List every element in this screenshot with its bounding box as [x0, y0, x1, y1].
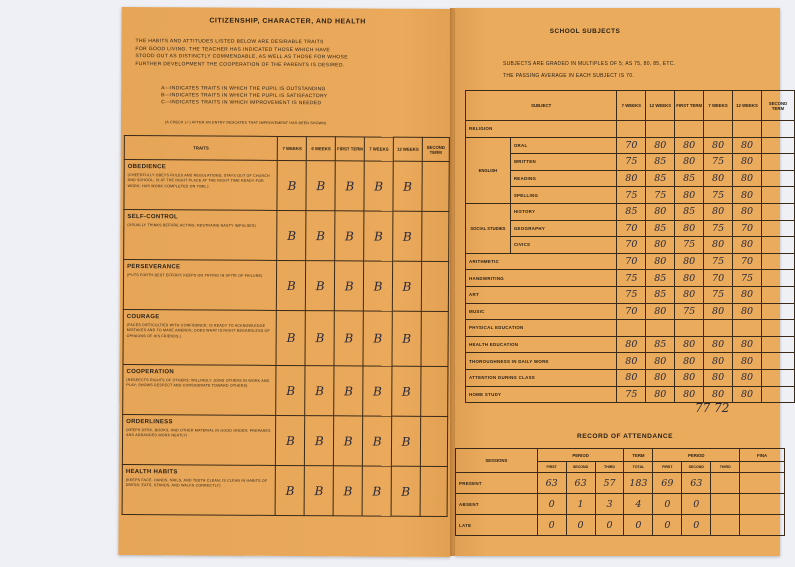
right-page [455, 8, 788, 556]
subject-grade: 70 [704, 270, 733, 287]
attendance-value: 0 [537, 494, 566, 515]
subject-grade: 70 [733, 220, 762, 237]
subject-grade [646, 121, 675, 138]
attendance-value [711, 473, 740, 494]
subject-row [466, 203, 795, 220]
attendance-value: 0 [566, 515, 595, 536]
subject-grade: 80 [675, 336, 704, 353]
subject-grade: 85 [646, 270, 675, 287]
attendance-value [740, 494, 785, 515]
trait-mark: B [392, 366, 421, 416]
subject-grade: 80 [675, 137, 704, 154]
intro-line: STOOD OUT AS DISTINCTLY COMMENDABLE, AS WELL AS THOSE FOR WHOSE [135, 53, 348, 61]
col-header: 12 WEEKS [646, 91, 675, 121]
subject-grade [675, 121, 704, 138]
attendance-value: 63 [566, 473, 595, 494]
attendance-subheader: TOTAL [624, 462, 653, 473]
subject-grade: 80 [675, 154, 704, 171]
subject-grade [761, 203, 794, 220]
subject-grade [761, 187, 794, 204]
intro-line: THE HABITS AND ATTITUDES LISTED BELOW ARE DESIRABLE TRAITS [135, 38, 324, 46]
subject-grade [761, 253, 794, 270]
subject-group: ENGLISH [466, 137, 511, 203]
subject-grade: 80 [733, 137, 762, 154]
subject-grade: 80 [646, 237, 675, 254]
subject-grade: 75 [617, 270, 646, 287]
subject-grade: 75 [617, 386, 646, 403]
subject-grade: 80 [646, 353, 675, 370]
subject-name: CIVICS [510, 237, 617, 254]
trait-mark: B [391, 416, 420, 466]
col-header: 12 WEEKS [393, 137, 422, 161]
attendance-value [711, 494, 740, 515]
trait-mark: B [363, 311, 392, 366]
attendance-value: 3 [595, 494, 624, 515]
subject-grade: 80 [704, 170, 733, 187]
trait-mark: B [333, 466, 362, 516]
subject-grade: 80 [675, 187, 704, 204]
attendance-label: LATE [456, 515, 538, 536]
subject-grade: 75 [704, 220, 733, 237]
subject-row [466, 303, 795, 320]
subject-grade: 75 [704, 187, 733, 204]
col-header: SECOND TERM [422, 137, 449, 161]
trait-mark: B [277, 160, 306, 210]
period-header: PERIOD [537, 449, 624, 462]
subject-grade: 75 [704, 286, 733, 303]
subject-grade: 70 [617, 237, 646, 254]
trait-mark: B [277, 260, 306, 310]
subject-grade [761, 270, 794, 287]
subject-grade: 85 [646, 220, 675, 237]
subject-grade: 80 [733, 303, 762, 320]
attendance-row [456, 494, 785, 515]
subject-grade [761, 320, 794, 337]
trait-mark: B [393, 161, 422, 211]
attendance-value [740, 515, 785, 536]
intro-line: FOR GOOD LIVING. THE TEACHER HAS INDICATED THOSE WHICH HAVE [135, 45, 331, 53]
attendance-subheader: SECOND [682, 462, 711, 473]
trait-mark: B [276, 365, 305, 415]
subject-grade [733, 320, 762, 337]
trait-cell [123, 310, 277, 366]
subject-grade: 85 [617, 203, 646, 220]
sessions-header: SESSIONS [456, 449, 538, 473]
subject-grade: 70 [617, 303, 646, 320]
subject-grade: 75 [704, 154, 733, 171]
subject-name: GEOGRAPHY [510, 220, 617, 237]
traits-table [122, 135, 450, 517]
subject-grade: 80 [646, 253, 675, 270]
subject-grade: 80 [704, 303, 733, 320]
attendance-value [711, 515, 740, 536]
subject-name: SPELLING [510, 187, 617, 204]
trait-mark: B [276, 415, 305, 465]
subject-grade [617, 121, 646, 138]
subject-grade [761, 286, 794, 303]
subject-name: HISTORY [510, 203, 617, 220]
trait-mark: B [363, 416, 392, 466]
col-header: 12 WEEKS [733, 91, 762, 121]
final-header: FINA [740, 449, 785, 462]
trait-cell [124, 160, 278, 211]
intro-line: SUBJECTS ARE GRADED IN MULTIPLES OF 5; AS 75, 80, 85, ETC. [503, 61, 676, 67]
subject-grade [675, 320, 704, 337]
trait-mark [421, 261, 448, 311]
subject-name: ARITHMETIC [466, 253, 617, 270]
trait-row [122, 415, 447, 467]
trait-row [123, 365, 448, 417]
trait-mark: B [305, 416, 334, 466]
attendance-table [455, 448, 785, 536]
subject-grade: 75 [617, 286, 646, 303]
subject-row [466, 353, 795, 370]
subject-row [466, 270, 795, 287]
trait-mark: B [363, 261, 392, 311]
col-header: 7 WEEKS [704, 91, 733, 121]
subject-grade: 80 [704, 336, 733, 353]
trait-name: COOPERATION [126, 369, 174, 376]
subject-row [466, 386, 795, 403]
subject-grade: 80 [675, 220, 704, 237]
subject-grade: 80 [675, 353, 704, 370]
trait-mark: B [305, 366, 334, 416]
subject-grade: 70 [617, 253, 646, 270]
subject-grade: 80 [675, 253, 704, 270]
attendance-subheader: FIRST [537, 462, 566, 473]
trait-description: (USUALLY THINKS BEFORE ACTING; RESTRAINS NASTY IMPULSES) [127, 223, 256, 228]
subject-name: HOME STUDY [466, 386, 617, 403]
trait-name: COURAGE [126, 314, 160, 321]
attendance-subheader: SECOND [566, 462, 595, 473]
trait-cell [124, 210, 278, 261]
subject-row [466, 369, 795, 386]
attendance-subheader: THIRD [711, 462, 740, 473]
grade-legend [161, 85, 327, 107]
attendance-label: PRESENT [456, 473, 538, 494]
subject-grade: 85 [646, 286, 675, 303]
trait-mark: B [391, 466, 420, 516]
subject-row [466, 286, 795, 303]
attendance-value: 57 [595, 473, 624, 494]
trait-mark: B [392, 311, 421, 366]
subject-grade: 80 [646, 137, 675, 154]
subject-grade [761, 154, 794, 171]
trait-name: OBEDIENCE [127, 164, 167, 171]
trait-mark: B [392, 261, 421, 311]
intro-line: THE PASSING AVERAGE IN EACH SUBJECT IS 70. [503, 73, 634, 79]
subject-grade: 80 [704, 237, 733, 254]
subject-row [466, 137, 795, 154]
subject-name: HANDWRITING [466, 270, 617, 287]
attendance-value: 0 [537, 515, 566, 536]
subject-grade: 80 [617, 369, 646, 386]
trait-name: PERSEVERANCE [127, 264, 181, 271]
subject-row [466, 170, 795, 187]
subject-grade: 75 [646, 187, 675, 204]
subject-grade: 70 [733, 253, 762, 270]
trait-mark: B [277, 210, 306, 260]
subject-grade: 80 [733, 203, 762, 220]
trait-mark: B [335, 161, 364, 211]
subject-group: SOCIAL STUDIES [466, 203, 511, 253]
col-header: TRAITS [124, 136, 278, 161]
trait-mark: B [363, 366, 392, 416]
trait-description: (FACES DIFFICULTIES WITH CONFIDENCE; IS READY TO ACKNOWLEDGE MISTAKES AND TO MAKE AMENDS; DOES WHAT IS RIGHT REGARDLESS OF OPINIONS OF HIS FRIENDS.) [126, 323, 270, 339]
subject-name: RELIGION [466, 121, 617, 138]
col-header: 7 WEEKS [617, 91, 646, 121]
subject-grade: 80 [675, 386, 704, 403]
trait-mark: B [334, 366, 363, 416]
subject-grade [761, 353, 794, 370]
term-header: TERM [624, 449, 653, 462]
subject-grade [761, 386, 794, 403]
attendance-value: 183 [624, 473, 653, 494]
subject-grade: 75 [617, 154, 646, 171]
subject-row [466, 154, 795, 171]
trait-mark: B [275, 465, 304, 515]
subject-name: ATTENTION DURING CLASS [466, 369, 617, 386]
subject-grade: 80 [646, 303, 675, 320]
subject-grade [761, 137, 794, 154]
subject-grade: 80 [733, 187, 762, 204]
col-header: FIRST TERM [675, 91, 704, 121]
subject-row [466, 336, 795, 353]
intro-line: FURTHER DEVELOPMENT THE COOPERATION OF THE PARENTS IS DESIRED. [135, 60, 345, 69]
trait-row [124, 160, 449, 212]
left-page [118, 7, 453, 557]
subject-grade: 80 [646, 369, 675, 386]
subject-grade [704, 320, 733, 337]
subject-name: PHYSICAL EDUCATION [466, 320, 617, 337]
subjects-table [465, 90, 795, 403]
subject-grade: 80 [675, 286, 704, 303]
subject-grade: 80 [704, 203, 733, 220]
trait-mark [422, 211, 449, 261]
check-note: (A CHECK (✓) AFTER AN ENTRY INDICATES THAT IMPROVEMENT HAS BEEN SHOWN) [164, 120, 327, 126]
trait-row [123, 260, 448, 312]
trait-row [122, 465, 447, 517]
attendance-title: RECORD OF ATTENDANCE [576, 433, 674, 440]
trait-mark: B [334, 416, 363, 466]
attendance-value: 1 [566, 494, 595, 515]
attendance-value: 63 [682, 473, 711, 494]
attendance-value: 69 [653, 473, 682, 494]
trait-mark [421, 366, 448, 416]
legend-line: C—INDICATES TRAITS IN WHICH IMPROVEMENT IS NEEDED [161, 99, 322, 107]
trait-mark: B [335, 261, 364, 311]
trait-mark: B [334, 311, 363, 366]
subject-grade [704, 121, 733, 138]
subject-grade [617, 320, 646, 337]
col-header: 7 WEEKS [278, 136, 307, 160]
subject-grade [761, 303, 794, 320]
subject-grade [646, 320, 675, 337]
trait-mark: B [304, 466, 333, 516]
subject-row [466, 187, 795, 204]
subject-grade: 75 [675, 237, 704, 254]
trait-mark: B [276, 310, 305, 365]
subject-grade [761, 121, 794, 138]
attendance-value: 0 [653, 515, 682, 536]
col-header: SECOND TERM [761, 91, 794, 121]
subject-grade: 80 [704, 353, 733, 370]
subject-grade: 85 [646, 154, 675, 171]
subject-grade [761, 220, 794, 237]
subject-name: WRITTEN [510, 154, 617, 171]
trait-description: (KEEPS FACE, HANDS, NAILS, AND TEETH CLEAN; IS CLEAN IN HABITS OF DRESS; EATS, STANDS, AND WALKS CORRECTLY) [125, 478, 268, 489]
subject-grade: 80 [733, 286, 762, 303]
trait-description: (PUTS FORTH BEST EFFORT; KEEPS ON TRYING IN SPITE OF FAILURE) [127, 273, 263, 278]
legend-line: B—INDICATES TRAITS IN WHICH THE PUPIL IS SATISFACTORY [161, 92, 328, 100]
subject-grade [761, 170, 794, 187]
subject-grade: 80 [704, 386, 733, 403]
attendance-value: 0 [653, 494, 682, 515]
subject-name: HEALTH EDUCATION [466, 336, 617, 353]
subject-grade: 80 [733, 154, 762, 171]
col-header: 7 WEEKS [364, 137, 393, 161]
trait-name: HEALTH HABITS [125, 469, 178, 476]
trait-mark: B [305, 311, 334, 366]
subject-row [466, 253, 795, 270]
subject-grade: 70 [617, 220, 646, 237]
subject-grade: 85 [675, 203, 704, 220]
trait-cell [123, 260, 277, 311]
trait-mark: B [362, 466, 391, 516]
attendance-subheader [740, 462, 785, 473]
subject-grade: 80 [646, 386, 675, 403]
attendance-value: 0 [682, 515, 711, 536]
trait-name: SELF-CONTROL [127, 214, 179, 221]
subject-grade: 80 [617, 353, 646, 370]
col-header: FIRST TERM [335, 137, 364, 161]
subject-grade: 75 [617, 187, 646, 204]
subject-grade: 75 [675, 303, 704, 320]
subject-grade: 80 [675, 270, 704, 287]
grading-intro [503, 58, 675, 82]
attendance-subheader: THIRD [595, 462, 624, 473]
trait-cell [122, 465, 276, 516]
subject-name: ORAL [510, 137, 617, 154]
trait-mark [422, 161, 449, 211]
trait-mark: B [306, 161, 335, 211]
trait-mark: B [335, 211, 364, 261]
intro-text [135, 38, 441, 70]
attendance-value: 63 [537, 473, 566, 494]
legend-line: A—INDICATES TRAITS IN WHICH THE PUPIL IS OUTSTANDING [161, 85, 326, 93]
subject-grade: 80 [704, 369, 733, 386]
attendance-value: 0 [682, 494, 711, 515]
trait-description: (KEEPS DESK, BOOKS, AND OTHER MATERIAL IN GOOD ORDER; PREPARES AND ARRANGES WORK NEATLY) [126, 428, 271, 438]
trait-description: (CHEERFULLY OBEYS RULES AND REGULATIONS; STAYS OUT OF CHURCH AND SCHOOL; IS AT THE RIGHT PLACE AT THE RIGHT TIME READY FOR WORK; HAS WORK COMPLETED ON TIME.) [127, 173, 270, 189]
subject-grade: 85 [675, 170, 704, 187]
trait-mark: B [393, 211, 422, 261]
subject-grade: 80 [704, 137, 733, 154]
trait-description: (RESPECTS RIGHTS OF OTHERS; WILLINGLY JOINS OTHERS IN WORK AND PLAY; SHOWS RESPECT AND CONSIDERATE TOWARD OTHERS) [126, 378, 270, 389]
col-header: SUBJECT [466, 91, 617, 121]
page-title: SCHOOL SUBJECTS [549, 28, 621, 35]
attendance-subheader: FIRST [653, 462, 682, 473]
subject-grade: 80 [733, 353, 762, 370]
subject-grade: 80 [733, 237, 762, 254]
subject-name: THOROUGHNESS IN DAILY WORK [466, 353, 617, 370]
subject-grade: 85 [646, 170, 675, 187]
trait-mark: B [306, 261, 335, 311]
attendance-value [740, 473, 785, 494]
subject-grade [761, 336, 794, 353]
trait-mark [420, 466, 447, 516]
subject-grade: 80 [733, 170, 762, 187]
subject-grade: 85 [646, 336, 675, 353]
subject-grade: 70 [617, 137, 646, 154]
handwritten-average: 77 72 [695, 401, 730, 415]
subject-grade: 80 [733, 386, 762, 403]
attendance-value: 4 [624, 494, 653, 515]
subject-grade: 80 [733, 369, 762, 386]
trait-mark: B [364, 211, 393, 261]
trait-name: ORDERLINESS [126, 419, 173, 426]
subject-row [466, 320, 795, 337]
subject-grade: 80 [646, 203, 675, 220]
trait-mark: B [364, 161, 393, 211]
subject-grade: 80 [617, 170, 646, 187]
subject-grade: 75 [733, 270, 762, 287]
subject-grade [761, 237, 794, 254]
trait-cell [123, 365, 277, 416]
subject-grade [733, 121, 762, 138]
subject-row [466, 121, 795, 138]
col-header: 6 WEEKS [307, 137, 336, 161]
trait-mark [420, 416, 447, 466]
attendance-value: 0 [595, 515, 624, 536]
subject-row [466, 220, 795, 237]
subject-grade: 80 [675, 369, 704, 386]
subject-grade: 80 [617, 336, 646, 353]
attendance-value: 0 [624, 515, 653, 536]
subject-grade [761, 369, 794, 386]
attendance-label: ABSENT [456, 494, 538, 515]
attendance-row [456, 473, 785, 494]
page-title: CITIZENSHIP, CHARACTER, AND HEALTH [209, 17, 366, 26]
subject-name: MUSIC [466, 303, 617, 320]
trait-mark: B [306, 211, 335, 261]
subject-grade: 75 [704, 253, 733, 270]
attendance-row [456, 515, 785, 536]
trait-row [124, 210, 449, 262]
subject-name: READING [510, 170, 617, 187]
subject-name: ART [466, 286, 617, 303]
trait-cell [122, 415, 276, 466]
trait-mark [421, 311, 448, 366]
period-header: PERIOD [653, 449, 740, 462]
subject-row [466, 237, 795, 254]
subject-grade: 80 [733, 336, 762, 353]
trait-row [123, 310, 448, 367]
